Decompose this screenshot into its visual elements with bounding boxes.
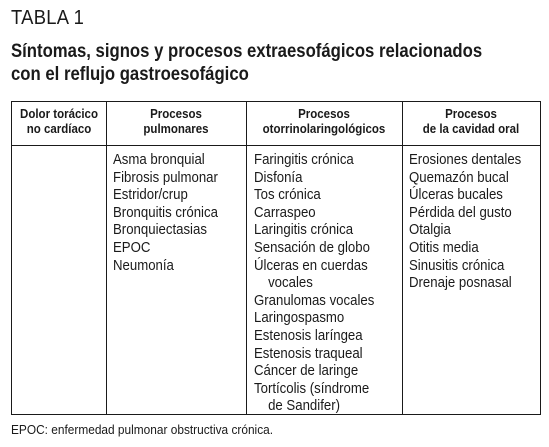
list-item-text: Sinusitis crónica (409, 256, 505, 274)
list-item-text: Otalgia (409, 221, 451, 239)
column-header-cavidad-oral (408, 107, 535, 137)
list-item (254, 345, 374, 363)
list-item-text: Úlceras bucales (409, 186, 503, 204)
table-label: TABLA 1 (11, 7, 85, 29)
list-item (113, 151, 218, 169)
list-item (409, 186, 521, 204)
list-item-continuation: de Sandifer) (268, 397, 340, 415)
list-item-text: EPOC (113, 238, 151, 256)
list-item-text: Cáncer de laringe (254, 362, 359, 380)
column-header-line: Procesos (298, 107, 350, 121)
column-header-line: de la cavidad oral (422, 122, 520, 136)
list-item-continuation: vocales (268, 274, 313, 292)
column-header-line: Procesos (150, 107, 202, 121)
list-item (409, 257, 521, 275)
list-item-text: Neumonía (113, 256, 174, 274)
list-item-text: Otitis media (409, 238, 479, 256)
column-header-line: Procesos (445, 107, 497, 121)
list-item-text: Carraspeo (254, 203, 316, 221)
list-item (113, 169, 218, 187)
column-header-line: pulmonares (143, 122, 209, 136)
list-item-text: Laringitis crónica (254, 221, 354, 239)
table-title-line-2: con el reflujo gastroesofágico (11, 64, 249, 85)
column-header-line: no cardíaco (26, 122, 92, 136)
list-item (254, 204, 374, 222)
list-item (254, 292, 374, 310)
column-header-pulmonares (112, 107, 241, 137)
list-item-text: Tortícolis (síndrome (254, 379, 370, 397)
list-item (409, 239, 521, 257)
column-divider (106, 102, 107, 414)
symptoms-table (11, 101, 541, 415)
list-item (254, 309, 374, 327)
list-item (409, 221, 521, 239)
list-item (254, 380, 374, 415)
list-item (113, 239, 218, 257)
list-item-text: Úlceras en cuerdas (254, 256, 368, 274)
list-cavidad-oral (409, 151, 521, 292)
list-pulmonares (113, 151, 218, 274)
column-divider (402, 102, 403, 414)
list-item (113, 186, 218, 204)
table-footnote: EPOC: enfermedad pulmonar obstructiva crónica. (11, 423, 274, 437)
list-item-text: Estenosis traqueal (254, 344, 363, 362)
list-item-text: Drenaje posnasal (409, 274, 512, 292)
list-item-text: Estridor/crup (113, 186, 188, 204)
list-item-text: Faringitis crónica (254, 151, 354, 168)
list-item (254, 186, 374, 204)
list-item (254, 169, 374, 187)
table-title (11, 40, 504, 86)
column-divider (246, 102, 247, 414)
list-item (113, 221, 218, 239)
list-item (254, 151, 374, 169)
list-item (254, 221, 374, 239)
list-item-text: Bronquiectasias (113, 221, 207, 239)
list-item-text: Sensación de globo (254, 238, 370, 256)
list-item (409, 204, 521, 222)
table-title-line-1: Síntomas, signos y procesos extraesofágicos relacionados (11, 41, 483, 62)
list-item (409, 169, 521, 187)
list-otorrinolaringologicos (254, 151, 374, 415)
list-item-text: Pérdida del gusto (409, 203, 512, 221)
list-item-text: Laringospasmo (254, 309, 345, 327)
column-header-line: Dolor torácico (20, 107, 98, 121)
list-item (409, 151, 521, 169)
list-item-text: Estenosis laríngea (254, 326, 363, 344)
column-header-dolor-toracico (16, 107, 102, 137)
list-item (254, 327, 374, 345)
list-item (254, 257, 374, 292)
list-item-text: Erosiones dentales (409, 151, 522, 168)
list-item-text: Quemazón bucal (409, 168, 509, 186)
list-item-text: Asma bronquial (113, 151, 205, 168)
list-item (113, 204, 218, 222)
list-item-text: Disfonía (254, 168, 303, 186)
column-header-otorrinolaringologicos (252, 107, 396, 137)
list-item-text: Bronquitis crónica (113, 203, 218, 221)
list-item (409, 274, 521, 292)
list-item (254, 239, 374, 257)
header-divider (12, 145, 540, 146)
list-item (254, 362, 374, 380)
list-item-text: Granulomas vocales (254, 291, 375, 309)
list-item-text: Fibrosis pulmonar (113, 168, 218, 186)
list-item (113, 257, 218, 275)
column-header-line: otorrinolaringológicos (262, 122, 386, 136)
list-item-text: Tos crónica (254, 186, 321, 204)
